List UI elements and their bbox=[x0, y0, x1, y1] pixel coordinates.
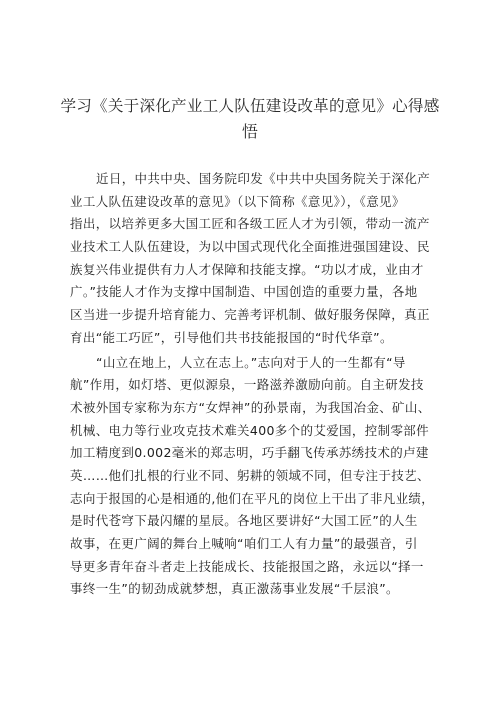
paragraph-line: 区当进一步提升培育能力、完善考评机制、做好服务保障，真正 bbox=[70, 307, 430, 323]
paragraph-line: 术被外国专家称为东方“女焊神”的孙景南，为我国冶金、矿山、 bbox=[70, 399, 431, 415]
document-title bbox=[60, 93, 440, 145]
paragraph-line: 航”作用，如灯塔、更似源泉，一路滋养激励向前。自主研发技 bbox=[70, 377, 424, 393]
paragraph-line: 业技术工人队伍建设，为以中国式现代化全面推进强国建设、民 bbox=[70, 239, 430, 255]
title-line: 悟 bbox=[241, 122, 259, 141]
paragraph bbox=[70, 352, 442, 602]
paragraph-line: 机械、电力等行业攻克技术难关400多个的艾爱国，控制零部件 bbox=[70, 422, 430, 438]
paragraph-line: 导更多青年奋斗者走上技能成长、技能报国之路，永远以“择一 bbox=[70, 558, 424, 574]
paragraph-line: 业工人队伍建设改革的意见》（以下简称《意见》），《意见》 bbox=[70, 193, 405, 209]
paragraph-line: 育出“能工巧匠”，引导他们共书技能报国的“时代华章”。 bbox=[70, 329, 393, 345]
paragraph-line: 是时代苍穹下最闪耀的星辰。各地区要讲好“大国工匠”的人生 bbox=[70, 513, 418, 529]
title-line: 学习《关于深化产业工人队伍建设改革的意见》心得感 bbox=[60, 97, 440, 115]
paragraph-line: 事终一生”的韧劲成就梦想，真正激荡事业发展“千层浪”。 bbox=[70, 581, 399, 597]
paragraph-line: 故事，在更广阔的舞台上喊响“咱们工人有力量”的最强音，引 bbox=[70, 536, 418, 551]
paragraph-line: 英……他们扎根的行业不同、躬耕的领域不同，但专注于技艺、 bbox=[70, 467, 430, 483]
paragraph bbox=[70, 168, 442, 350]
paragraph-line: 族复兴伟业提供有力人才保障和技能支撑。“功以才成，业由才 bbox=[70, 261, 424, 277]
paragraph-line: 加工精度到0.002毫米的郑志明，巧手翻飞传承苏绣技术的卢建 bbox=[70, 445, 429, 461]
paragraph-line: 指出，以培养更多大国工匠和各级工匠人才为引领，带动一流产 bbox=[70, 216, 430, 232]
paragraph-line: “山立在地上，人立在志上。”志向对于人的一生都有“导 bbox=[96, 354, 406, 370]
paragraph-line: 广。”技能人才作为支撑中国制造、中国创造的重要力量，各地 bbox=[70, 284, 418, 300]
paragraph-line: 志向于报国的心是相通的,他们在平凡的岗位上干出了非凡业绩， bbox=[70, 490, 435, 506]
document-body bbox=[70, 168, 442, 601]
paragraph-line: 近日，中共中央、国务院印发《中共中央国务院关于深化产 bbox=[96, 171, 431, 186]
